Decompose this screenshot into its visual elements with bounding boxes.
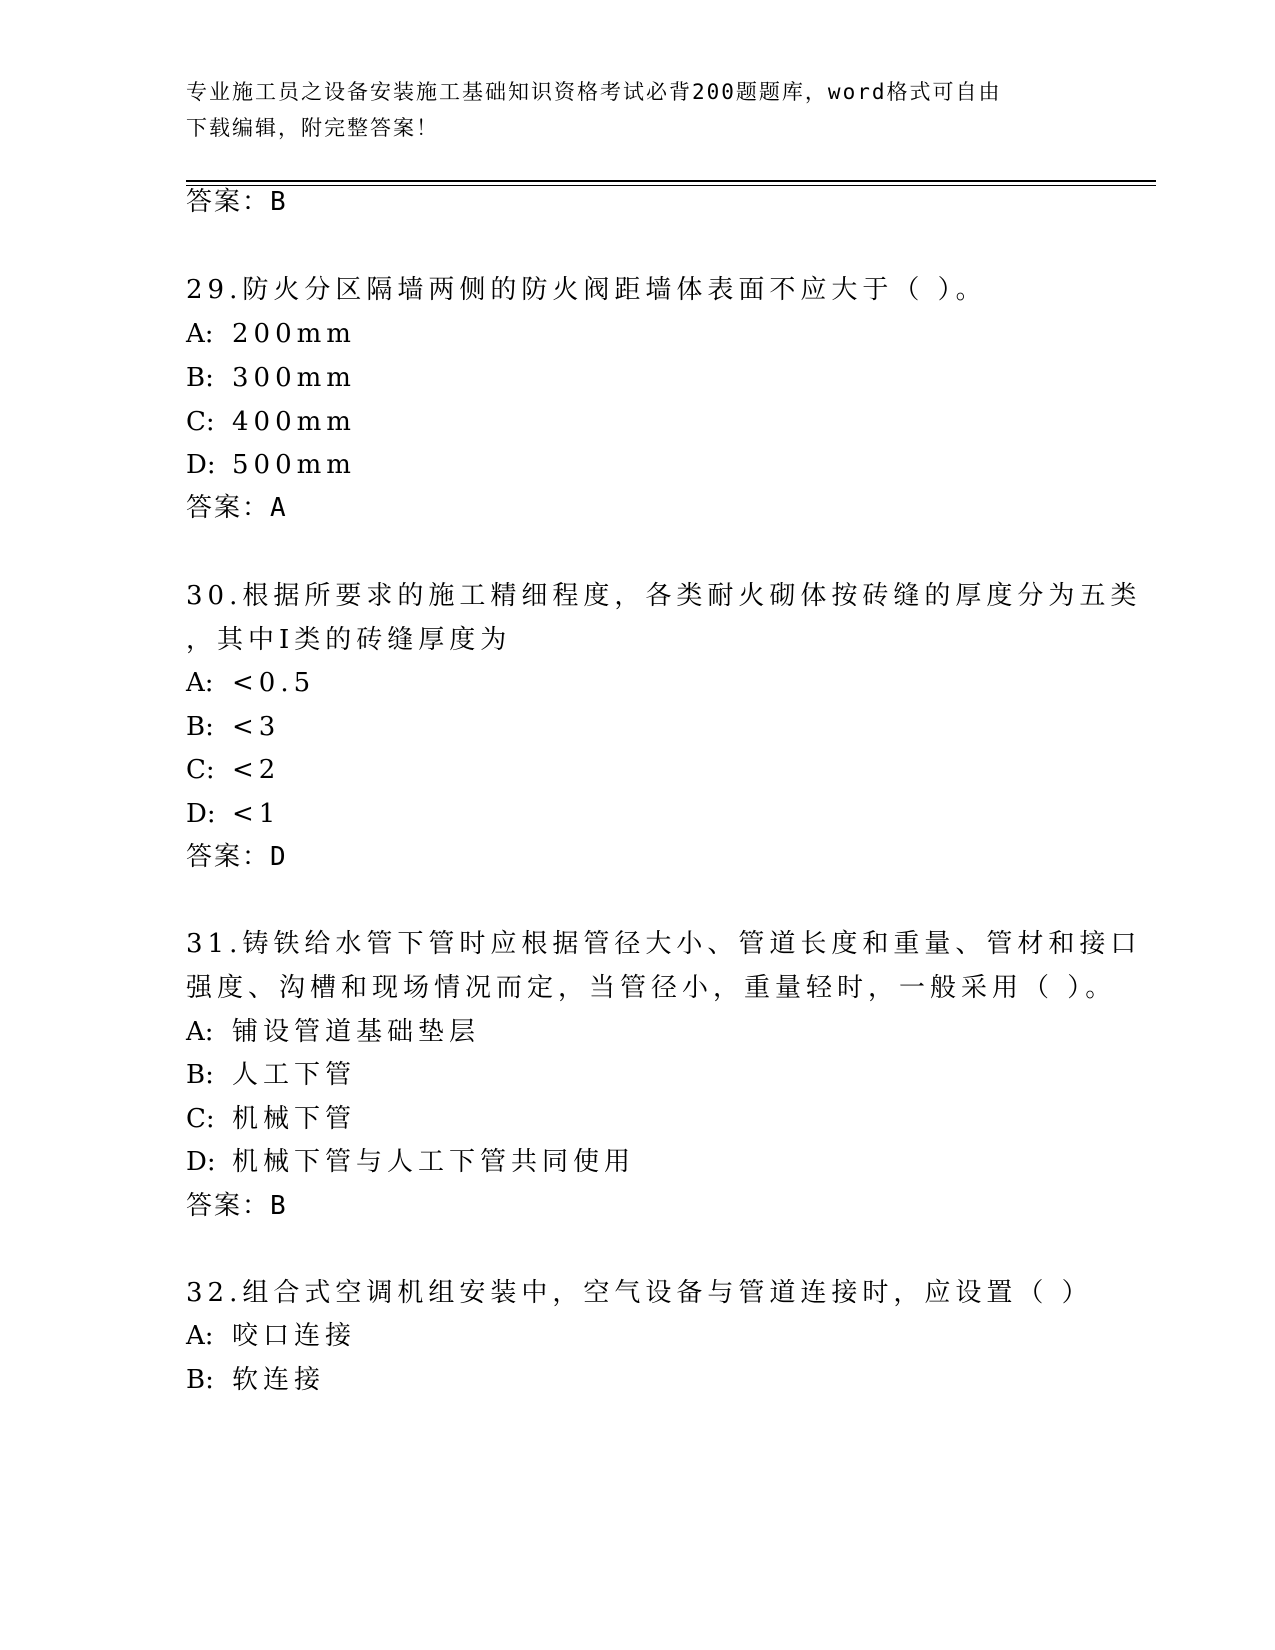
question-text: 31.铸铁给水管下管时应根据管径大小、管道长度和重量、管材和接口: [186, 929, 1142, 959]
option-c: [186, 752, 280, 788]
option-text: <3: [232, 712, 281, 742]
option-label: B:: [186, 1365, 214, 1395]
option-label: A:: [186, 668, 214, 698]
option-text: <2: [232, 755, 281, 785]
option-label: A:: [186, 1321, 214, 1351]
option-d: [186, 1144, 635, 1180]
header-divider-thick: [186, 180, 1156, 182]
option-label: A:: [186, 319, 214, 349]
option-text: <1: [232, 799, 281, 829]
question-text: 30.根据所要求的施工精细程度，各类耐火砌体按砖缝的厚度分为五类: [186, 581, 1142, 611]
option-text: 机械下管与人工下管共同使用: [232, 1147, 636, 1177]
option-b: [186, 1362, 325, 1398]
answer-line: 答案：B: [186, 1191, 288, 1221]
option-label: A:: [186, 1017, 214, 1047]
option-label: C:: [186, 755, 215, 785]
option-d: [186, 447, 356, 483]
option-text: 咬口连接: [232, 1321, 357, 1351]
option-label: B:: [186, 363, 214, 393]
option-label: B:: [186, 712, 214, 742]
header-divider-thin: [186, 185, 1156, 186]
answer-line: 答案：A: [186, 493, 288, 523]
option-d: [186, 796, 280, 832]
question-text: 29.防火分区隔墙两侧的防火阀距墙体表面不应大于（ ）。: [186, 275, 987, 305]
option-label: D:: [186, 1147, 216, 1177]
option-label: D:: [186, 799, 216, 829]
header-title-line-2: 下载编辑，附完整答案！: [186, 116, 439, 140]
option-text: <0.5: [232, 668, 316, 698]
answer-line: 答案：D: [186, 842, 288, 872]
document-header: [186, 74, 1066, 146]
option-b: [186, 360, 356, 396]
option-a: [186, 316, 356, 352]
option-text: 500mm: [232, 450, 356, 480]
option-text: 软连接: [232, 1365, 326, 1395]
option-text: 人工下管: [232, 1060, 357, 1090]
option-a: [186, 1014, 480, 1050]
option-text: 铺设管道基础垫层: [232, 1017, 481, 1047]
option-b: [186, 1057, 356, 1093]
option-text: 400mm: [232, 407, 356, 437]
option-label: B:: [186, 1060, 214, 1090]
option-text: 200mm: [232, 319, 356, 349]
option-a: [186, 665, 315, 701]
option-b: [186, 709, 280, 745]
option-a: [186, 1318, 356, 1354]
previous-answer: 答案：B: [186, 187, 288, 217]
option-c: [186, 404, 356, 440]
question-text-continued: ，其中Ⅰ类的砖缝厚度为: [186, 625, 512, 655]
option-label: C:: [186, 407, 215, 437]
option-text: 机械下管: [232, 1104, 357, 1134]
option-label: D:: [186, 450, 216, 480]
option-c: [186, 1101, 356, 1137]
question-text: 32.组合式空调机组安装中，空气设备与管道连接时，应设置（ ）: [186, 1278, 1093, 1308]
question-text-continued: 强度、沟槽和现场情况而定，当管径小，重量轻时，一般采用（ ）。: [186, 973, 1117, 1003]
header-title-line-1: 专业施工员之设备安装施工基础知识资格考试必背200题题库，word格式可自由: [186, 80, 1002, 104]
option-label: C:: [186, 1104, 215, 1134]
option-text: 300mm: [232, 363, 356, 393]
